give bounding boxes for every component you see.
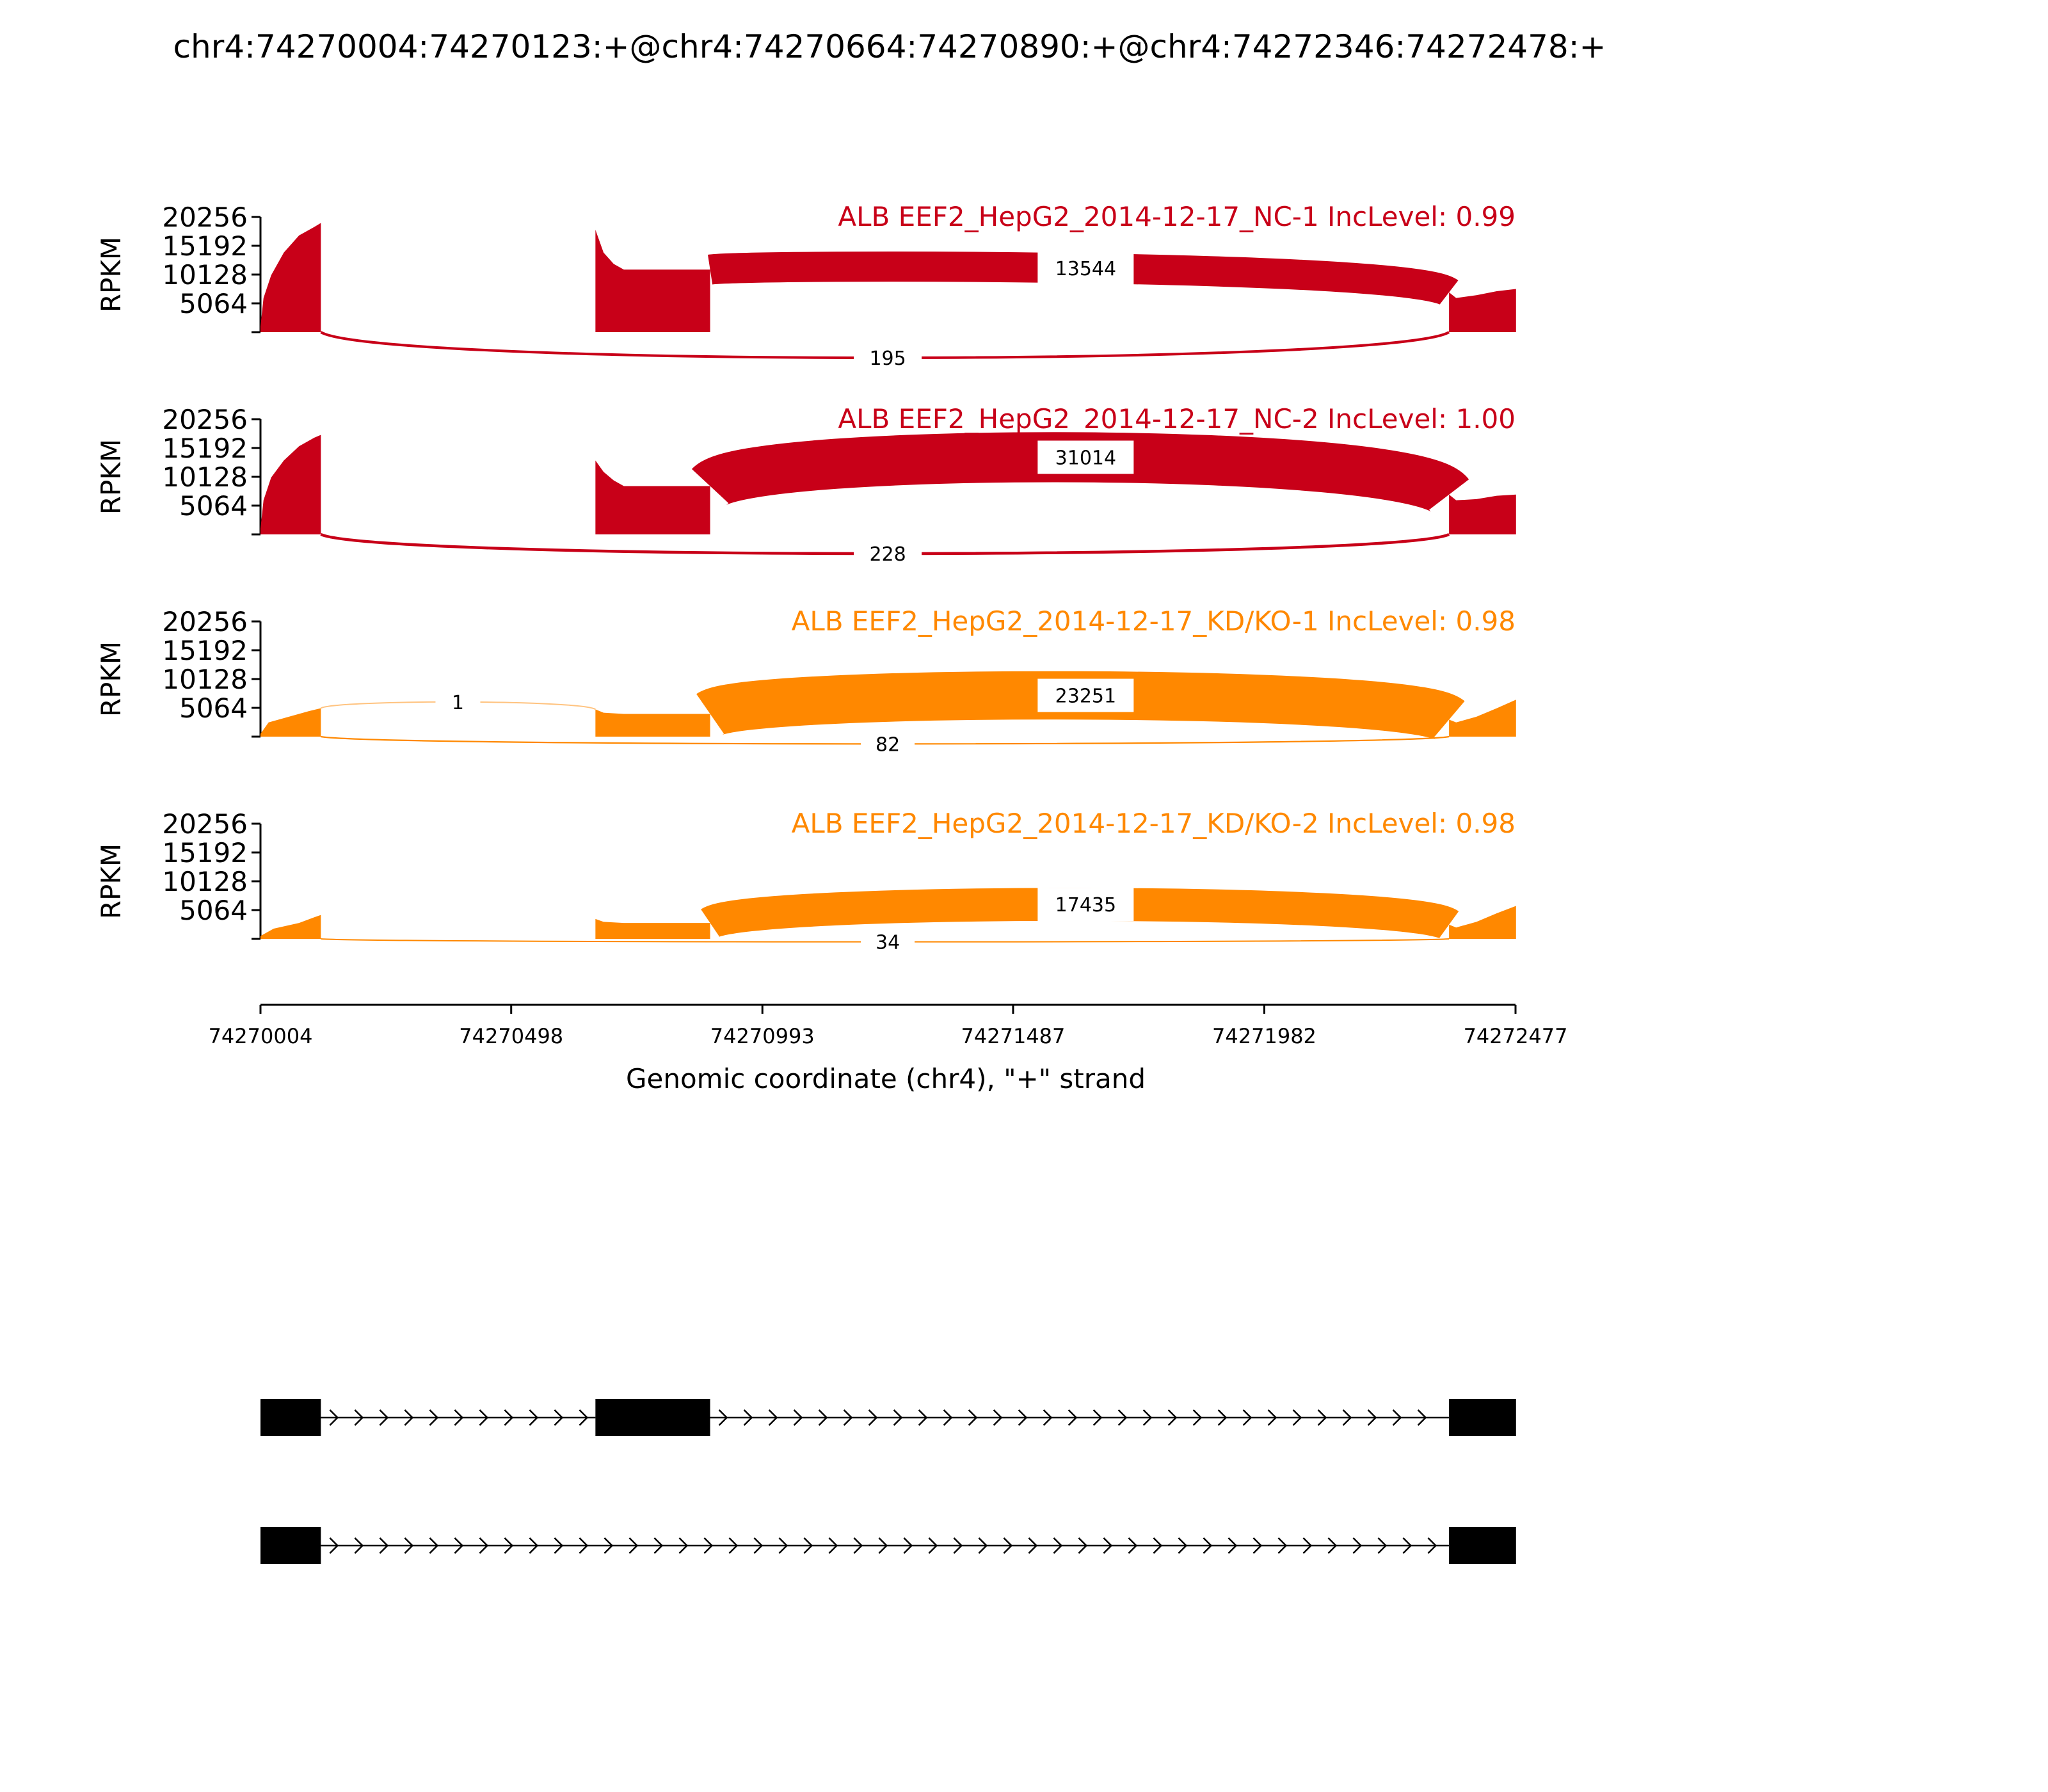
x-tick-label: 74271982 (1212, 1024, 1316, 1048)
y-tick-label: 5064 (179, 490, 248, 522)
coverage-area (595, 460, 710, 534)
x-tick-label: 74270498 (459, 1024, 564, 1048)
series-label: ALB EEF2_HepG2_2014-12-17_NC-1 IncLevel: 0.99 (838, 201, 1516, 232)
series-label: ALB EEF2_HepG2_2014-12-17_NC-2 IncLevel: 1.00 (838, 403, 1516, 435)
x-tick-label: 74271487 (961, 1024, 1066, 1048)
coverage-panels (95, 201, 1516, 959)
junction-label: 82 (876, 733, 900, 756)
exon-block (260, 1399, 321, 1436)
x-tick-label: 74272477 (1463, 1024, 1568, 1048)
coverage-area (595, 230, 710, 332)
coverage-area (260, 708, 321, 737)
x-tick-label: 74270993 (710, 1024, 815, 1048)
y-tick-label: 15192 (162, 635, 248, 666)
y-tick-label: 10128 (162, 461, 248, 493)
y-axis-label: RPKM (95, 438, 127, 515)
coverage-area (1449, 289, 1516, 332)
junction-label: 17435 (1055, 894, 1117, 917)
y-tick-label: 15192 (162, 230, 248, 262)
coverage-area (595, 709, 710, 737)
exon-block (260, 1527, 321, 1564)
y-tick-label: 10128 (162, 664, 248, 695)
y-tick-label: 5064 (179, 288, 248, 319)
isoform-2 (260, 1527, 1516, 1564)
y-axis-label: RPKM (95, 843, 127, 920)
series-label: ALB EEF2_HepG2_2014-12-17_KD/KO-2 IncLevel: 0.98 (791, 808, 1516, 839)
coverage-area (1449, 495, 1516, 534)
panel-1 (95, 201, 1516, 374)
junction-label: 23251 (1055, 685, 1117, 708)
figure-title: chr4:74270004:74270123:+@chr4:74270664:74270890:+@chr4:74272346:74272478:+ (173, 28, 1606, 65)
exon-block (595, 1399, 710, 1436)
y-tick-label: 10128 (162, 259, 248, 291)
isoform-1 (260, 1399, 1516, 1436)
x-tick-label: 74270004 (208, 1024, 313, 1048)
series-label: ALB EEF2_HepG2_2014-12-17_KD/KO-1 IncLevel: 0.98 (791, 605, 1516, 637)
junction-label: 228 (869, 543, 906, 566)
y-tick-label: 5064 (179, 895, 248, 926)
y-tick-label: 20256 (162, 606, 248, 637)
coverage-area (1449, 906, 1516, 939)
y-tick-label: 20256 (162, 404, 248, 435)
y-axis-label: RPKM (95, 236, 127, 313)
y-tick-label: 5064 (179, 692, 248, 724)
junction-label: 31014 (1055, 447, 1117, 470)
gene-structure-track (260, 1399, 1516, 1564)
panel-4 (95, 808, 1516, 959)
coverage-area (260, 223, 321, 332)
coverage-area (595, 919, 710, 939)
coverage-area (260, 915, 321, 939)
panel-2 (95, 403, 1516, 570)
coverage-area (260, 435, 321, 534)
junction-label: 34 (876, 931, 900, 954)
junction-label: 13544 (1055, 258, 1117, 281)
y-tick-label: 20256 (162, 202, 248, 233)
junction-label: 1 (451, 691, 465, 714)
x-axis (209, 1005, 1568, 1094)
junction-label: 195 (869, 347, 906, 370)
y-tick-label: 15192 (162, 433, 248, 464)
exon-block (1449, 1527, 1516, 1564)
y-axis-label: RPKM (95, 641, 127, 717)
y-tick-label: 20256 (162, 808, 248, 840)
y-tick-label: 10128 (162, 866, 248, 897)
x-axis-label: Genomic coordinate (chr4), "+" strand (625, 1063, 1146, 1094)
panel-3 (95, 605, 1516, 760)
y-tick-label: 15192 (162, 837, 248, 868)
exon-block (1449, 1399, 1516, 1436)
